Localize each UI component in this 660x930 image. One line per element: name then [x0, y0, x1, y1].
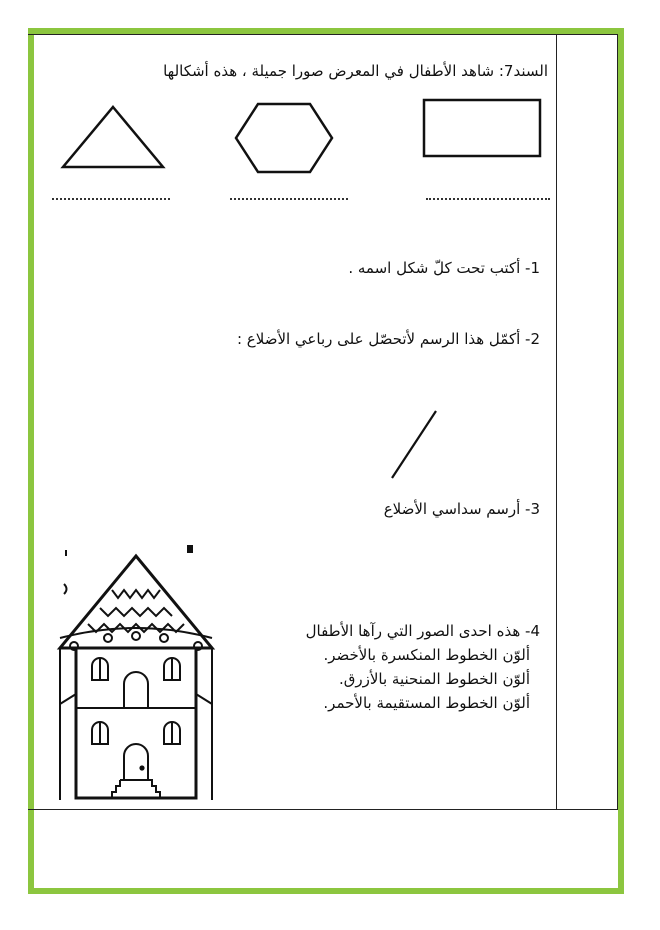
answer-line-hexagon[interactable] [230, 194, 348, 200]
partial-line-segment [388, 408, 440, 482]
hexagon-icon [234, 102, 334, 174]
margin-column-divider [556, 34, 557, 810]
task-4-title: 4- هذه احدى الصور التي رآها الأطفال [305, 622, 540, 640]
task-4-line-1: ألوّن الخطوط المنكسرة بالأخضر. [323, 646, 530, 664]
rectangle-icon [422, 98, 542, 158]
answer-line-rectangle[interactable] [426, 194, 550, 200]
intro-text: السند7: شاهد الأطفال في المعرض صورا جميلة ، هذه أشكالها [163, 62, 548, 80]
task-2-text: 2- أكمّل هذا الرسم لأتحصّل على رباعي الأضلاع : [236, 330, 540, 348]
task-4-line-3: ألوّن الخطوط المستقيمة بالأحمر. [323, 694, 530, 712]
task-3-text: 3- أرسم سداسي الأضلاع [383, 500, 540, 518]
castle-house-icon [56, 538, 216, 804]
triangle-icon [60, 104, 166, 170]
answer-line-triangle[interactable] [52, 194, 170, 200]
task-1-text: 1- أكتب تحت كلّ شكل اسمه . [348, 259, 540, 277]
task-4-line-2: ألوّن الخطوط المنحنية بالأزرق. [338, 670, 530, 688]
